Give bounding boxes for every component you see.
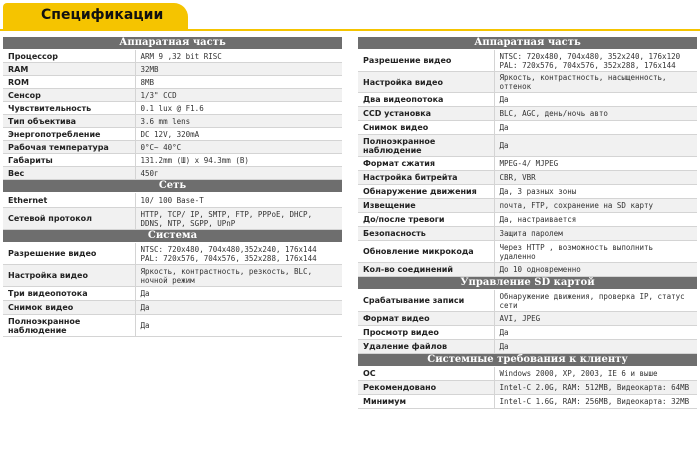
table-row [3,287,342,301]
page-title: Спецификации [41,7,164,23]
title-tab [3,3,188,29]
row-label: Разрешение видео [358,50,494,72]
row-value: Яркость, контрастность, резкость, BLC, ночной режим [135,265,342,287]
table-row [3,208,342,230]
row-label: До/после тревоги [358,213,494,227]
section-header [3,180,342,193]
row-label: Ethernet [3,193,135,208]
row-label: Габариты [3,154,135,167]
table-row [358,121,697,135]
row-label: Обновление микрокода [358,241,494,263]
table-row [358,312,697,326]
row-value: Да, настраивается [494,213,697,227]
table-row [358,157,697,171]
table-row [3,315,342,337]
row-value: 0°C~ 40°C [135,141,342,154]
row-value: NTSC: 720x480, 704x480, 352x240, 176x120 PAL: 720x576, 704x576, 352x288, 176x144 [494,50,697,72]
row-value: Intel-C 1.6G, RAM: 256MB, Видеокарта: 32MB [494,395,697,409]
row-label: Срабатывание записи [358,290,494,312]
table-row [358,72,697,93]
row-label: Удаление файлов [358,340,494,354]
row-label: Сенсор [3,89,135,102]
row-label: Тип объектива [3,115,135,128]
row-label: Обнаружение движения [358,185,494,199]
row-label: Рабочая температура [3,141,135,154]
section-header [3,37,342,50]
row-value: почта, FTP, сохранение на SD карту [494,199,697,213]
row-value: Через HTTP , возможность выполнить удаленно [494,241,697,263]
section-header [358,277,697,290]
table-row [3,193,342,208]
row-value: 10/ 100 Base-T [135,193,342,208]
table-row [358,340,697,354]
row-label: Полноэкранное наблюдение [3,315,135,337]
table-row [358,213,697,227]
table-row [3,89,342,102]
row-value: Обнаружение движения, проверка IP, статус сети [494,290,697,312]
row-label: Вес [3,167,135,180]
section-header [358,354,697,367]
row-value: Да, 3 разных зоны [494,185,697,199]
table-row [358,227,697,241]
row-value: 131.2mm (Ш) x 94.3mm (В) [135,154,342,167]
table-row [3,243,342,265]
row-value: 3.6 mm lens [135,115,342,128]
table-row [358,171,697,185]
section-title: Аппаратная часть [358,37,697,50]
row-value: ARM 9 ,32 bit RISC [135,50,342,63]
section-header [358,37,697,50]
table-row [358,326,697,340]
row-label: Энергопотребление [3,128,135,141]
table-row [358,381,697,395]
row-value: Да [494,340,697,354]
row-value: NTSC: 720x480, 704x480,352x240, 176x144 PAL: 720x576, 704x576, 352x288, 176x144 [135,243,342,265]
row-value: MPEG-4/ MJPEG [494,157,697,171]
table-row [3,128,342,141]
table-row [3,167,342,180]
row-label: Минимум [358,395,494,409]
row-value: 8MB [135,76,342,89]
table-row [3,154,342,167]
row-label: ОС [358,367,494,381]
table-row [358,241,697,263]
table-row [358,185,697,199]
table-row [3,50,342,63]
section-title: Системные требования к клиенту [358,354,697,367]
row-value: 450г [135,167,342,180]
row-value: Защита паролем [494,227,697,241]
row-value: Intel-C 2.0G, RAM: 512MB, Видеокарта: 64MB [494,381,697,395]
row-value: До 10 одновременно [494,263,697,277]
row-label: Кол-во соединений [358,263,494,277]
row-value: DC 12V, 320mA [135,128,342,141]
row-label: Сетевой протокол [3,208,135,230]
table-row [3,141,342,154]
row-value: Яркость, контрастность, насыщенность, оттенок [494,72,697,93]
row-label: Рекомендовано [358,381,494,395]
row-label: Формат видео [358,312,494,326]
row-label: RAM [3,63,135,76]
row-label: Настройка видео [3,265,135,287]
table-row [358,199,697,213]
table-row [358,395,697,409]
row-value: HTTP, TCP/ IP, SMTP, FTP, PPPoE, DHCP, DDNS, NTP, SGPP, UPnP [135,208,342,230]
section-title: Управление SD картой [358,277,697,290]
right-spec-table [358,37,697,409]
table-row [3,265,342,287]
row-value: CBR, VBR [494,171,697,185]
row-value: AVI, JPEG [494,312,697,326]
row-label: Настройка видео [358,72,494,93]
section-title: Аппаратная часть [3,37,342,50]
row-label: Безопасность [358,227,494,241]
row-label: Формат сжатия [358,157,494,171]
row-value: Да [135,287,342,301]
row-value: Да [494,326,697,340]
row-label: ROM [3,76,135,89]
table-row [358,290,697,312]
row-value: 0.1 lux @ F1.6 [135,102,342,115]
row-label: Снимок видео [3,301,135,315]
page-header [0,0,700,31]
row-label: Три видеопотока [3,287,135,301]
table-row [3,63,342,76]
table-row [358,135,697,157]
row-label: Снимок видео [358,121,494,135]
section-title: Сеть [3,180,342,193]
row-label: Извещение [358,199,494,213]
row-label: Настройка битрейта [358,171,494,185]
row-label: Разрешение видео [3,243,135,265]
row-value: BLC, AGC, день/ночь авто [494,107,697,121]
row-label: Два видеопотока [358,93,494,107]
table-row [3,301,342,315]
table-row [3,76,342,89]
table-row [358,367,697,381]
section-header [3,230,342,243]
row-value: Да [494,121,697,135]
row-value: Да [494,93,697,107]
row-label: Просмотр видео [358,326,494,340]
row-label: Чувствительность [3,102,135,115]
table-row [358,50,697,72]
table-row [3,115,342,128]
row-value: Да [135,301,342,315]
row-label: Полноэкранное наблюдение [358,135,494,157]
table-row [358,263,697,277]
table-row [358,93,697,107]
row-value: 32MB [135,63,342,76]
row-value: Да [135,315,342,337]
header-rule [0,29,700,31]
row-value: 1/3" CCD [135,89,342,102]
left-spec-table [3,37,342,337]
table-row [3,102,342,115]
section-title: Система [3,230,342,243]
row-label: CCD установка [358,107,494,121]
row-label: Процессор [3,50,135,63]
row-value: Windows 2000, XP, 2003, IE 6 и выше [494,367,697,381]
table-row [358,107,697,121]
row-value: Да [494,135,697,157]
